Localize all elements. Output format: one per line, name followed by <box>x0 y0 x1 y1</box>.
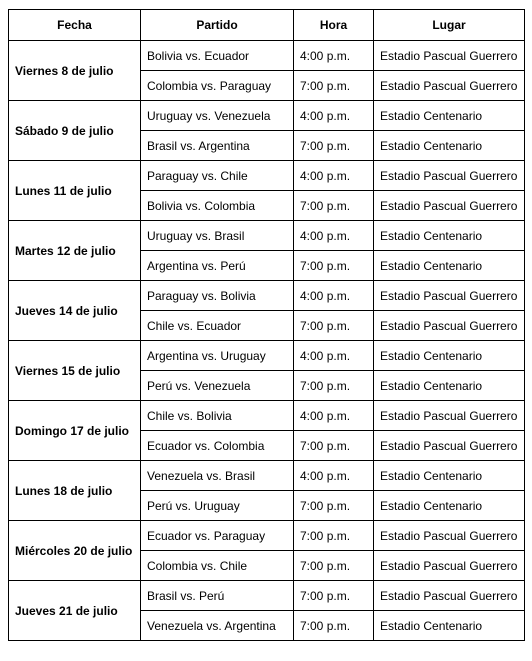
match-date-cell: Jueves 14 de julio <box>9 281 141 341</box>
match-venue-cell: Estadio Pascual Guerrero <box>374 191 525 221</box>
match-date-cell: Jueves 21 de julio <box>9 581 141 641</box>
match-venue-cell: Estadio Pascual Guerrero <box>374 551 525 581</box>
match-venue-cell: Estadio Centenario <box>374 131 525 161</box>
match-time-cell: 7:00 p.m. <box>294 431 374 461</box>
match-time-cell: 4:00 p.m. <box>294 341 374 371</box>
match-venue-cell: Estadio Centenario <box>374 371 525 401</box>
match-date-cell: Domingo 17 de julio <box>9 401 141 461</box>
match-time-cell: 4:00 p.m. <box>294 461 374 491</box>
table-row <box>9 221 525 251</box>
match-venue-cell: Estadio Pascual Guerrero <box>374 311 525 341</box>
match-teams-cell: Bolivia vs. Colombia <box>141 191 294 221</box>
table-row <box>9 521 525 551</box>
match-time-cell: 7:00 p.m. <box>294 71 374 101</box>
table-header <box>9 10 525 41</box>
match-date-cell: Sábado 9 de julio <box>9 101 141 161</box>
header-row <box>9 10 525 41</box>
table-row <box>9 401 525 431</box>
match-teams-cell: Brasil vs. Perú <box>141 581 294 611</box>
match-date-cell: Lunes 11 de julio <box>9 161 141 221</box>
match-time-cell: 7:00 p.m. <box>294 191 374 221</box>
match-teams-cell: Venezuela vs. Brasil <box>141 461 294 491</box>
table-row <box>9 341 525 371</box>
header-fecha: Fecha <box>9 10 141 41</box>
match-venue-cell: Estadio Centenario <box>374 341 525 371</box>
match-teams-cell: Perú vs. Uruguay <box>141 491 294 521</box>
table-row <box>9 581 525 611</box>
match-venue-cell: Estadio Pascual Guerrero <box>374 521 525 551</box>
match-teams-cell: Paraguay vs. Chile <box>141 161 294 191</box>
match-date-cell: Martes 12 de julio <box>9 221 141 281</box>
match-time-cell: 4:00 p.m. <box>294 101 374 131</box>
match-teams-cell: Perú vs. Venezuela <box>141 371 294 401</box>
match-teams-cell: Uruguay vs. Venezuela <box>141 101 294 131</box>
match-time-cell: 4:00 p.m. <box>294 41 374 71</box>
match-teams-cell: Chile vs. Bolivia <box>141 401 294 431</box>
match-teams-cell: Brasil vs. Argentina <box>141 131 294 161</box>
match-venue-cell: Estadio Pascual Guerrero <box>374 71 525 101</box>
match-venue-cell: Estadio Centenario <box>374 461 525 491</box>
match-teams-cell: Bolivia vs. Ecuador <box>141 41 294 71</box>
match-venue-cell: Estadio Pascual Guerrero <box>374 41 525 71</box>
match-time-cell: 7:00 p.m. <box>294 371 374 401</box>
match-time-cell: 7:00 p.m. <box>294 311 374 341</box>
table-row <box>9 161 525 191</box>
match-date-cell: Viernes 15 de julio <box>9 341 141 401</box>
table-body <box>9 41 525 641</box>
table-row <box>9 101 525 131</box>
match-teams-cell: Ecuador vs. Colombia <box>141 431 294 461</box>
match-teams-cell: Paraguay vs. Bolivia <box>141 281 294 311</box>
match-venue-cell: Estadio Centenario <box>374 101 525 131</box>
match-venue-cell: Estadio Centenario <box>374 611 525 641</box>
match-teams-cell: Chile vs. Ecuador <box>141 311 294 341</box>
table-row <box>9 461 525 491</box>
match-time-cell: 7:00 p.m. <box>294 131 374 161</box>
match-venue-cell: Estadio Centenario <box>374 251 525 281</box>
match-time-cell: 7:00 p.m. <box>294 491 374 521</box>
match-time-cell: 7:00 p.m. <box>294 551 374 581</box>
match-date-cell: Lunes 18 de julio <box>9 461 141 521</box>
match-schedule-table <box>8 9 525 641</box>
match-venue-cell: Estadio Pascual Guerrero <box>374 581 525 611</box>
match-venue-cell: Estadio Centenario <box>374 491 525 521</box>
match-venue-cell: Estadio Pascual Guerrero <box>374 161 525 191</box>
match-teams-cell: Colombia vs. Paraguay <box>141 71 294 101</box>
schedule-sheet <box>8 9 525 641</box>
match-venue-cell: Estadio Centenario <box>374 221 525 251</box>
match-time-cell: 4:00 p.m. <box>294 161 374 191</box>
match-time-cell: 7:00 p.m. <box>294 251 374 281</box>
match-time-cell: 7:00 p.m. <box>294 521 374 551</box>
match-teams-cell: Argentina vs. Uruguay <box>141 341 294 371</box>
match-time-cell: 4:00 p.m. <box>294 221 374 251</box>
header-hora: Hora <box>294 10 374 41</box>
match-time-cell: 4:00 p.m. <box>294 281 374 311</box>
table-row <box>9 41 525 71</box>
match-time-cell: 7:00 p.m. <box>294 611 374 641</box>
match-date-cell: Viernes 8 de julio <box>9 41 141 101</box>
match-venue-cell: Estadio Pascual Guerrero <box>374 281 525 311</box>
header-partido: Partido <box>141 10 294 41</box>
match-date-cell: Miércoles 20 de julio <box>9 521 141 581</box>
match-venue-cell: Estadio Pascual Guerrero <box>374 431 525 461</box>
match-time-cell: 7:00 p.m. <box>294 581 374 611</box>
match-venue-cell: Estadio Pascual Guerrero <box>374 401 525 431</box>
match-teams-cell: Argentina vs. Perú <box>141 251 294 281</box>
match-teams-cell: Uruguay vs. Brasil <box>141 221 294 251</box>
header-lugar: Lugar <box>374 10 525 41</box>
match-teams-cell: Venezuela vs. Argentina <box>141 611 294 641</box>
match-time-cell: 4:00 p.m. <box>294 401 374 431</box>
match-teams-cell: Colombia vs. Chile <box>141 551 294 581</box>
table-row <box>9 281 525 311</box>
match-teams-cell: Ecuador vs. Paraguay <box>141 521 294 551</box>
